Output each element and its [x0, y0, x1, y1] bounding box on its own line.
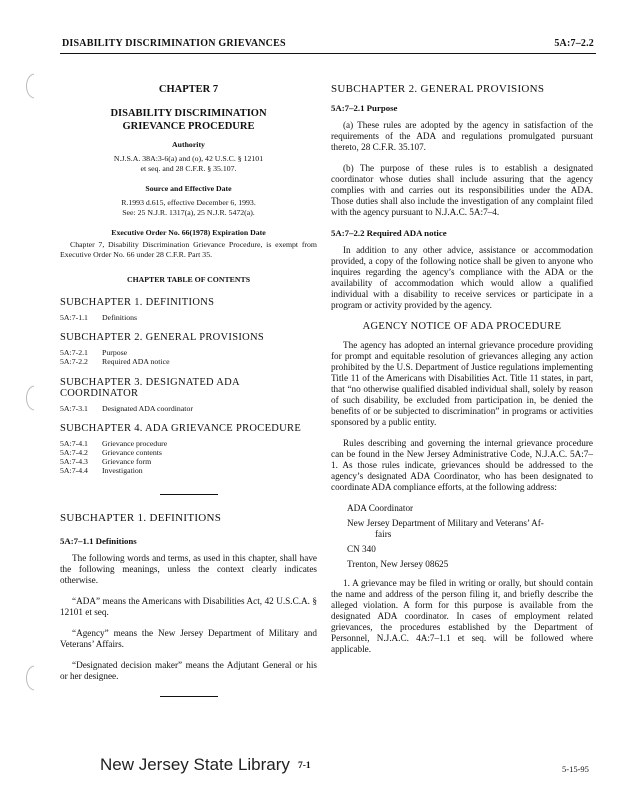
section-1-1-heading: 5A:7–1.1 Definitions	[60, 535, 137, 546]
notice-paragraph-3: 1. A grievance may be filed in writing or orally, but should contain the name and address of the person filing it, and briefly describe the alleged violation. A form for this purpose is available from the designated ADA coordinator. In cases of employment related grievances, the procedures established by the Department of Personnel, N.J.A.C. 4A:7–1.1 et seq. will be followed where applicable.	[331, 578, 593, 654]
toc-item-title: Investigation	[102, 466, 143, 476]
toc-subchapter-3-heading: SUBCHAPTER 3. DESIGNATED ADA COORDINATOR	[60, 376, 240, 399]
revision-date: 5-15-95	[562, 764, 589, 774]
toc-item-title: Grievance form	[102, 457, 152, 467]
toc-item-title: Designated ADA coordinator	[102, 403, 193, 413]
agency-notice-heading: AGENCY NOTICE OF ADA PROCEDURE	[362, 321, 562, 332]
toc-subchapter-4-list	[60, 439, 317, 476]
source-label: Source and Effective Date	[145, 184, 232, 193]
chapter-title-line-1: DISABILITY DISCRIMINATION	[110, 108, 267, 119]
toc-title: CHAPTER TABLE OF CONTENTS	[126, 275, 251, 284]
toc-subchapter-1-heading: SUBCHAPTER 1. DEFINITIONS	[60, 297, 215, 308]
toc-item[interactable]	[60, 457, 317, 466]
address-line-2b: fairs	[375, 529, 392, 539]
purpose-paragraph-b: (b) The purpose of these rules is to establish a designated coordinator whose duties shall include assuring that the agency complies with and carries out its responsibilities under the ADA. Those duties shall also include the investigation of any complaint filed with the agency pursuant to N.J.A.C. 5A:7–4.	[331, 163, 593, 217]
punch-hole-bottom	[20, 664, 38, 692]
toc-subchapter-1-list	[60, 313, 317, 322]
toc-item-number: 5A:7-4.1	[60, 438, 88, 448]
executive-order-text: Chapter 7, Disability Discrimination Grievance Procedure, is exempt from Executive Order No. 66 under 28 C.F.R. Part 35.	[60, 240, 317, 259]
authority-line-2: et seq. and 28 C.F.R. § 35.107.	[140, 164, 237, 173]
toc-item-title: Grievance contents	[102, 448, 162, 458]
toc-item-number: 5A:7-1.1	[60, 313, 88, 322]
required-notice-paragraph: In addition to any other advice, assistance or accommodation provided, a copy of the following notice shall be given to anyone who inquires regarding the agency’s compliance with the ADA or the availability of accommodation which would allow a qualified individual with a disability to receive services or participate in a program or activity provided by the agency.	[331, 245, 593, 310]
toc-item-number: 5A:7-4.3	[60, 457, 88, 467]
header-rule	[60, 53, 596, 54]
toc-subchapter-2-heading: SUBCHAPTER 2. GENERAL PROVISIONS	[60, 332, 265, 344]
toc-item[interactable]	[60, 439, 317, 448]
toc-subchapter-3-list	[60, 404, 317, 413]
source-line-2: See: 25 N.J.R. 1317(a), 25 N.J.R. 5472(a).	[122, 208, 255, 217]
end-divider	[160, 696, 218, 697]
toc-item[interactable]	[60, 348, 317, 357]
authority-line-1: N.J.S.A. 38A:3-6(a) and (o), 42 U.S.C. § 12101	[113, 154, 264, 163]
source-citation	[60, 198, 317, 218]
chapter-title-line-2: GRIEVANCE PROCEDURE	[122, 121, 255, 132]
page-number: 7-1	[298, 761, 311, 771]
running-header-section: 5A:7–2.2	[554, 38, 594, 49]
subchapter-2-heading: SUBCHAPTER 2. GENERAL PROVISIONS	[331, 83, 545, 95]
toc-subchapter-2-list	[60, 348, 317, 366]
running-header	[62, 38, 594, 49]
address-line-4: Trenton, New Jersey 08625	[347, 559, 449, 569]
notice-paragraph-2: Rules describing and governing the internal grievance procedure can be found in the New Jersey Administrative Code, N.J.A.C. 5A:7–1. As those rules indicate, grievances should be addressed to the agency’s designated ADA Coordinator, who has been designated to coordinate ADA compliance efforts, at the following address:	[331, 438, 593, 492]
library-watermark: New Jersey State Library	[100, 755, 290, 774]
running-header-title: DISABILITY DISCRIMINATION GRIEVANCES	[62, 38, 286, 49]
toc-item[interactable]	[60, 313, 317, 322]
section-2-2-heading: 5A:7–2.2 Required ADA notice	[331, 228, 447, 238]
toc-item-number: 5A:7-2.1	[60, 348, 88, 358]
authority-citation	[60, 154, 317, 174]
address-line-2	[347, 518, 593, 540]
authority-label: Authority	[172, 140, 205, 149]
address-line-2a: New Jersey Department of Military and Veterans’ Af-	[347, 518, 544, 528]
source-line-1: R.1993 d.615, effective December 6, 1993.	[121, 198, 256, 207]
toc-item-title: Purpose	[102, 348, 128, 358]
punch-hole-top	[20, 72, 38, 100]
notice-paragraph-1: The agency has adopted an internal grievance procedure providing for prompt and equitable resolution of grievances alleging any action prohibited by the U.S. Department of Justice regulations implementing Title 11 of the Americans with Disabilities Act. Title 11 states, in part, that “no otherwise qualified disabled individual shall, solely by reason of such disability, be excluded from participation in, be denied the benefits of or be subjected to discrimination” in programs or activities sponsored by a public entity.	[331, 340, 593, 427]
definition-ada: “ADA” means the Americans with Disabilities Act, 42 U.S.C.A. § 12101 et seq.	[60, 595, 317, 617]
section-2-1-heading: 5A:7–2.1 Purpose	[331, 103, 398, 113]
toc-item-title: Grievance procedure	[102, 438, 168, 448]
toc-item-number: 5A:7-4.4	[60, 466, 88, 476]
chapter-title	[60, 107, 317, 133]
definition-decision-maker: “Designated decision maker” means the Adjutant General or his or her designee.	[60, 659, 317, 681]
right-column	[331, 84, 593, 665]
executive-order-label: Executive Order No. 66(1978) Expiration Date	[111, 228, 266, 237]
definitions-intro: The following words and terms, as used in this chapter, shall have the following meanings, unless the context clearly indicates otherwise.	[60, 552, 317, 585]
address-line-3: CN 340	[347, 544, 376, 554]
punch-hole-middle	[20, 384, 38, 412]
subchapter-1-heading: SUBCHAPTER 1. DEFINITIONS	[60, 511, 222, 524]
toc-item[interactable]	[60, 357, 317, 366]
toc-item[interactable]	[60, 404, 317, 413]
chapter-number: CHAPTER 7	[158, 84, 219, 95]
toc-item-number: 5A:7-4.2	[60, 448, 88, 458]
section-divider	[160, 494, 218, 495]
toc-item-title: Required ADA notice	[102, 357, 170, 367]
purpose-paragraph-a: (a) These rules are adopted by the agency in satisfaction of the requirements of the ADA and regulations promulgated pursuant thereto, 28 C.F.R. 35.107.	[331, 120, 593, 152]
toc-item-number: 5A:7-3.1	[60, 403, 88, 413]
address-line-1: ADA Coordinator	[347, 503, 414, 513]
coordinator-address	[331, 503, 593, 570]
definition-agency: “Agency” means the New Jersey Department of Military and Veterans’ Affairs.	[60, 627, 317, 649]
toc-item[interactable]	[60, 448, 317, 457]
table-of-contents	[60, 297, 317, 476]
left-column	[60, 84, 317, 715]
toc-item[interactable]	[60, 466, 317, 475]
toc-item-title: Definitions	[102, 313, 138, 322]
toc-item-number: 5A:7-2.2	[60, 357, 88, 367]
toc-subchapter-4-heading: SUBCHAPTER 4. ADA GRIEVANCE PROCEDURE	[60, 422, 302, 434]
